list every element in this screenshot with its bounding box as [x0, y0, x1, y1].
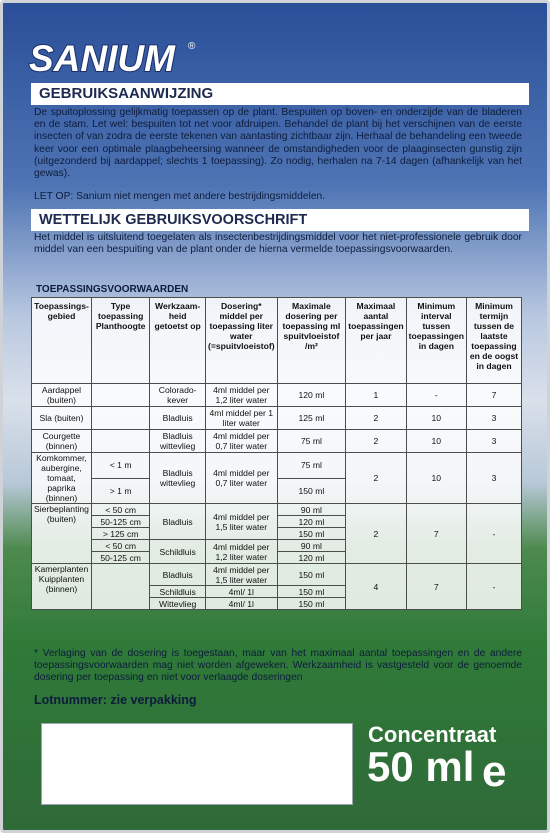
col-header: Werkzaam-heid getoetst op: [150, 298, 206, 384]
table-cell: 4ml middel per 0,7 liter water: [205, 453, 277, 504]
table-cell: 7: [406, 504, 466, 564]
col-header: Maximaal aantal toepassingen per jaar: [346, 298, 406, 384]
table-cell: Wittevlieg: [150, 598, 206, 610]
table-cell: 10: [406, 407, 466, 430]
conditions-table: [31, 297, 522, 610]
table-row: [32, 430, 522, 453]
table-cell: Sierbeplanting (buiten): [32, 504, 92, 564]
table-cell: 50-125 cm: [91, 552, 149, 564]
table-cell: Schildluis: [150, 540, 206, 564]
table-cell: [91, 430, 149, 453]
table-cell: 4ml/ 1l: [205, 586, 277, 598]
table-cell: 4ml middel per 1 liter water: [205, 407, 277, 430]
table-cell: Bladluis: [150, 564, 206, 586]
lot-number: Lotnummer: zie verpakking: [34, 693, 197, 707]
table-cell: -: [406, 384, 466, 407]
table-cell: 4ml middel per 1,2 liter water: [205, 384, 277, 407]
table-cell: 3: [466, 430, 521, 453]
table-cell: 4ml middel per 1,5 liter water: [205, 504, 277, 540]
col-header: Minimum interval tussen toepassingen in dagen: [406, 298, 466, 384]
table-cell: 1: [346, 384, 406, 407]
estimated-sign-icon: [480, 748, 524, 792]
table-cell: 10: [406, 430, 466, 453]
table-cell: 120 ml: [277, 384, 346, 407]
table-cell: 150 ml: [277, 598, 346, 610]
table-row: [32, 384, 522, 407]
table-row: [32, 453, 522, 479]
table-cell: -: [466, 564, 521, 610]
warning-text: LET OP: Sanium niet mengen met andere bestrijdingsmiddelen.: [34, 191, 326, 202]
table-cell: 2: [346, 430, 406, 453]
instructions-header: GEBRUIKSAANWIJZING: [31, 83, 529, 105]
footnote: * Verlaging van de dosering is toegestaan, maar van het maximaal aantal toepassingen en de andere toepassingsvoorwaarden mag niet worden afgeweken. Werkzaamheid is vastgesteld voor de genoemde dosering per toepassing en niet voor verlaagde doseringen: [34, 648, 522, 684]
table-cell: 125 ml: [277, 407, 346, 430]
table-cell: 2: [346, 453, 406, 504]
table-cell: 3: [466, 453, 521, 504]
table-cell: [91, 407, 149, 430]
table-cell: 90 ml: [277, 540, 346, 552]
table-cell: < 1 m: [91, 453, 149, 479]
table-cell: Bladluis wittevlieg: [150, 453, 206, 504]
table-cell: 7: [466, 384, 521, 407]
legal-header: WETTELIJK GEBRUIKSVOORSCHRIFT: [31, 209, 529, 231]
table-cell: 150 ml: [277, 586, 346, 598]
sanium-logo: [25, 33, 203, 81]
table-cell: 10: [406, 453, 466, 504]
col-header: Type toepassing Planthoogte: [91, 298, 149, 384]
svg-text:e: e: [482, 748, 507, 792]
table-cell: 150 ml: [277, 528, 346, 540]
table-row: [32, 407, 522, 430]
table-cell: 4ml middel per 0,7 liter water: [205, 430, 277, 453]
table-cell: 4ml middel per 1,2 liter water: [205, 540, 277, 564]
table-cell: Sla (buiten): [32, 407, 92, 430]
table-cell: Bladluis: [150, 407, 206, 430]
table-cell: 150 ml: [277, 564, 346, 586]
table-cell: 120 ml: [277, 552, 346, 564]
concentrate-label: Concentraat: [368, 722, 497, 747]
table-cell: < 50 cm: [91, 504, 149, 516]
table-cell: Kamerplanten Kuipplanten (binnen): [32, 564, 92, 610]
table-cell: Aardappel (buiten): [32, 384, 92, 407]
table-cell: Courgette (binnen): [32, 430, 92, 453]
table-cell: 120 ml: [277, 516, 346, 528]
table-cell: > 1 m: [91, 478, 149, 504]
table-cell: -: [466, 504, 521, 564]
col-header: Maximale dosering per toepassing ml spuitvloeistof /m²: [277, 298, 346, 384]
col-header: Dosering* middel per toepassing liter water (=spuitvloeistof): [205, 298, 277, 384]
instructions-text: De spuitoplossing gelijkmatig toepassen op de plant. Bespuiten op boven- en onderzijde van de bladeren en de stam. Let wel: bespuiten tot net voor afdruipen. Behandel de plant bij het verschijnen van de eerste insecten of van zodra de eerste tekenen van aantasting zichtbaar zijn. Herhaal de behandeling een tweede keer voor een optimale plaagbeheersing wanneer de omstandigheden voor de plaaginsecten gunstig zijn (uitgezonderd bij aardappel; slechts 1 toepassing). Zo nodig, herhalen na 7-14 dagen (afhankelijk van het gewas).: [34, 107, 522, 180]
table-cell: 150 ml: [277, 478, 346, 504]
table-cell: [91, 384, 149, 407]
table-cell: 50-125 cm: [91, 516, 149, 528]
table-cell: < 50 cm: [91, 540, 149, 552]
table-cell: Colorado-kever: [150, 384, 206, 407]
table-header-row: [32, 298, 522, 384]
table-cell: 7: [406, 564, 466, 610]
table-cell: 75 ml: [277, 430, 346, 453]
col-header: Toepassings-gebied: [32, 298, 92, 384]
table-cell: 75 ml: [277, 453, 346, 479]
table-cell: Schildluis: [150, 586, 206, 598]
volume-label: 50 ml: [367, 743, 475, 790]
table-cell: 4: [346, 564, 406, 610]
col-header: Minimum termijn tussen de laatste toepassing en de oogst in dagen: [466, 298, 521, 384]
legal-text: Het middel is uitsluitend toegelaten als insectenbestrijdingsmiddel voor het niet-professionele gebruik door middel van een bespuiting van de plant onder de hierna vermelde toepassingsvoorwaarden.: [34, 232, 522, 256]
table-title: TOEPASSINGSVOORWAARDEN: [36, 284, 189, 295]
table-cell: 4ml middel per 1,5 liter water: [205, 564, 277, 586]
table-row: [32, 564, 522, 586]
table-cell: 90 ml: [277, 504, 346, 516]
lot-print-area: [41, 723, 353, 805]
svg-text:SANIUM: SANIUM: [29, 38, 175, 79]
table-cell: Bladluis: [150, 504, 206, 540]
table-cell: 2: [346, 407, 406, 430]
table-row: [32, 504, 522, 516]
table-cell: Komkommer, aubergine, tomaat, paprika (binnen): [32, 453, 92, 504]
table-cell: [91, 564, 149, 610]
table-cell: 3: [466, 407, 521, 430]
table-cell: 2: [346, 504, 406, 564]
table-cell: Bladluis wittevlieg: [150, 430, 206, 453]
table-cell: 4ml/ 1l: [205, 598, 277, 610]
table-cell: > 125 cm: [91, 528, 149, 540]
svg-text:®: ®: [188, 41, 196, 52]
